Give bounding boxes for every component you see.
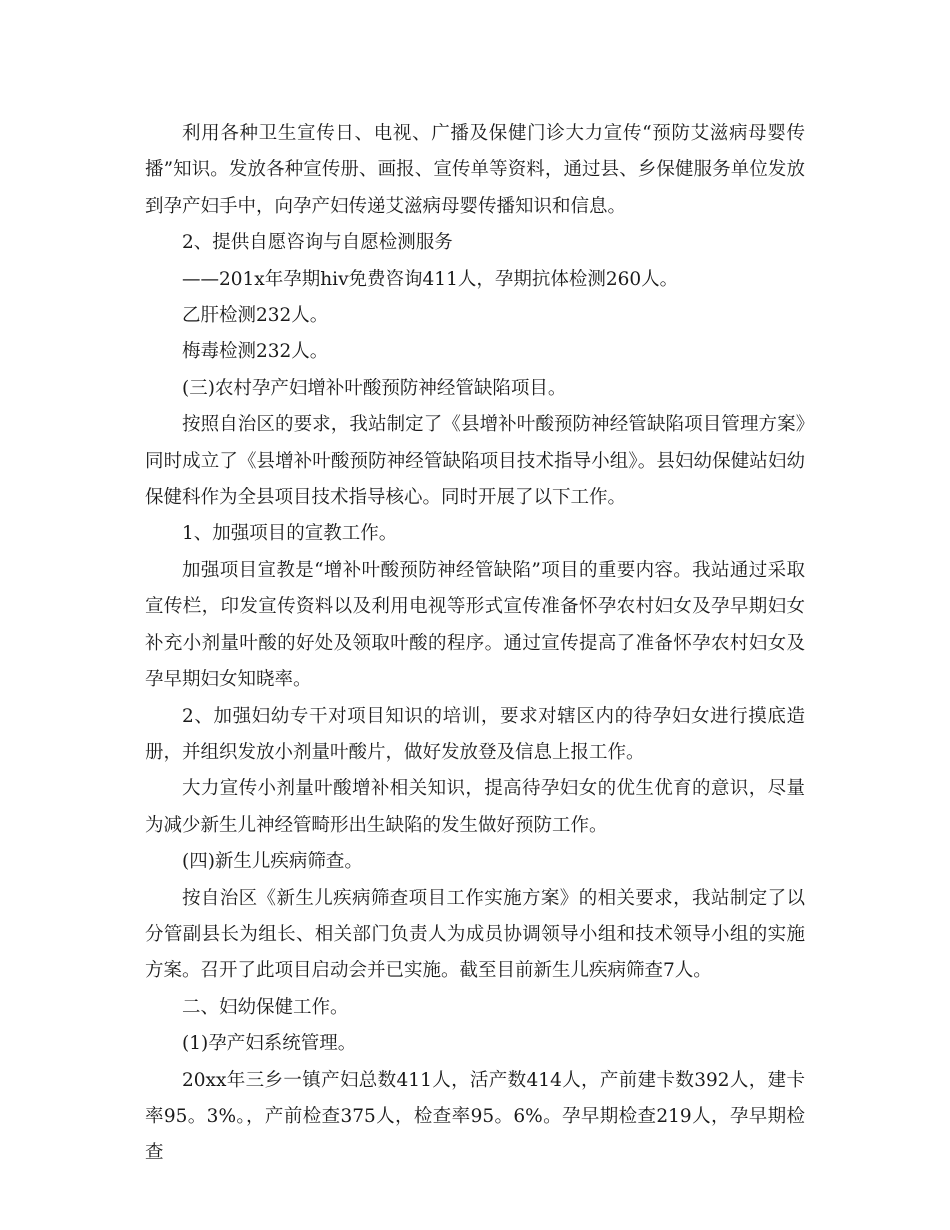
paragraph-syphilis: 梅毒检测232人。: [182, 341, 329, 363]
section-heading-folic-acid: (三)农村孕产妇增补叶酸预防神经管缺陷项目。: [182, 377, 567, 399]
paragraph-aids-publicity: 利用各种卫生宣传日、电视、广播及保健门诊大力宣传“预防艾滋病母婴传播”知识。发放各种宣传册、画报、宣传单等资料，通过县、乡保健服务单位发放到孕产妇手中，向孕产妇传递艾滋病母婴传播知识和信息。: [145, 123, 805, 217]
section-heading-maternal-child-health: 二、妇幼保健工作。: [182, 996, 349, 1018]
paragraph-promotion: 大力宣传小剂量叶酸增补相关知识，提高待孕妇女的优生优育的意识，尽量为减少新生儿神经管畸形出生缺陷的发生做好预防工作。: [145, 778, 805, 836]
paragraph-publicity-heading: 1、加强项目的宣教工作。: [182, 523, 398, 545]
paragraph-hepatitis-b: 乙肝检测232人。: [182, 305, 329, 327]
section-heading-maternal-management: (1)孕产妇系统管理。: [182, 1033, 357, 1055]
paragraph-vct-heading: 2、提供自愿咨询与自愿检测服务: [182, 232, 453, 254]
paragraph-newborn-screening: 按自治区《新生儿疾病筛查项目工作实施方案》的相关要求，我站制定了以分管副县长为组长、相关部门负责人为成员协调领导小组和技术领导小组的实施方案。召开了此项目启动会并已实施。截至目前新生儿疾病筛查7人。: [145, 887, 805, 982]
paragraph-folic-acid-plan: 按照自治区的要求，我站制定了《县增补叶酸预防神经管缺陷项目管理方案》同时成立了《县增补叶酸预防神经管缺陷项目技术指导小组》。县妇幼保健站妇幼保健科作为全县项目技术指导核心。同时开展了以下工作。: [145, 414, 805, 509]
section-heading-newborn-screening: (四)新生儿疾病筛查。: [182, 851, 363, 873]
document-page: [145, 116, 805, 1172]
paragraph-hiv-stats: ——201x年孕期hiv免费咨询411人，孕期抗体检测260人。: [182, 268, 679, 290]
paragraph-maternal-stats: 20xx年三乡一镇产妇总数411人，活产数414人，产前建卡数392人，建卡率95。3%。，产前检查375人，检查率95。6%。孕早期检查219人，孕早期检查: [145, 1069, 805, 1164]
paragraph-training: 2、加强妇幼专干对项目知识的培训，要求对辖区内的待孕妇女进行摸底造册，并组织发放小剂量叶酸片，做好发放登及信息上报工作。: [145, 705, 805, 763]
paragraph-publicity-body: 加强项目宣教是“增补叶酸预防神经管缺陷”项目的重要内容。我站通过采取宣传栏，印发宣传资料以及利用电视等形式宣传准备怀孕农村妇女及孕早期妇女补充小剂量叶酸的好处及领取叶酸的程序。通过宣传提高了准备怀孕农村妇女及孕早期妇女知晓率。: [145, 559, 805, 691]
